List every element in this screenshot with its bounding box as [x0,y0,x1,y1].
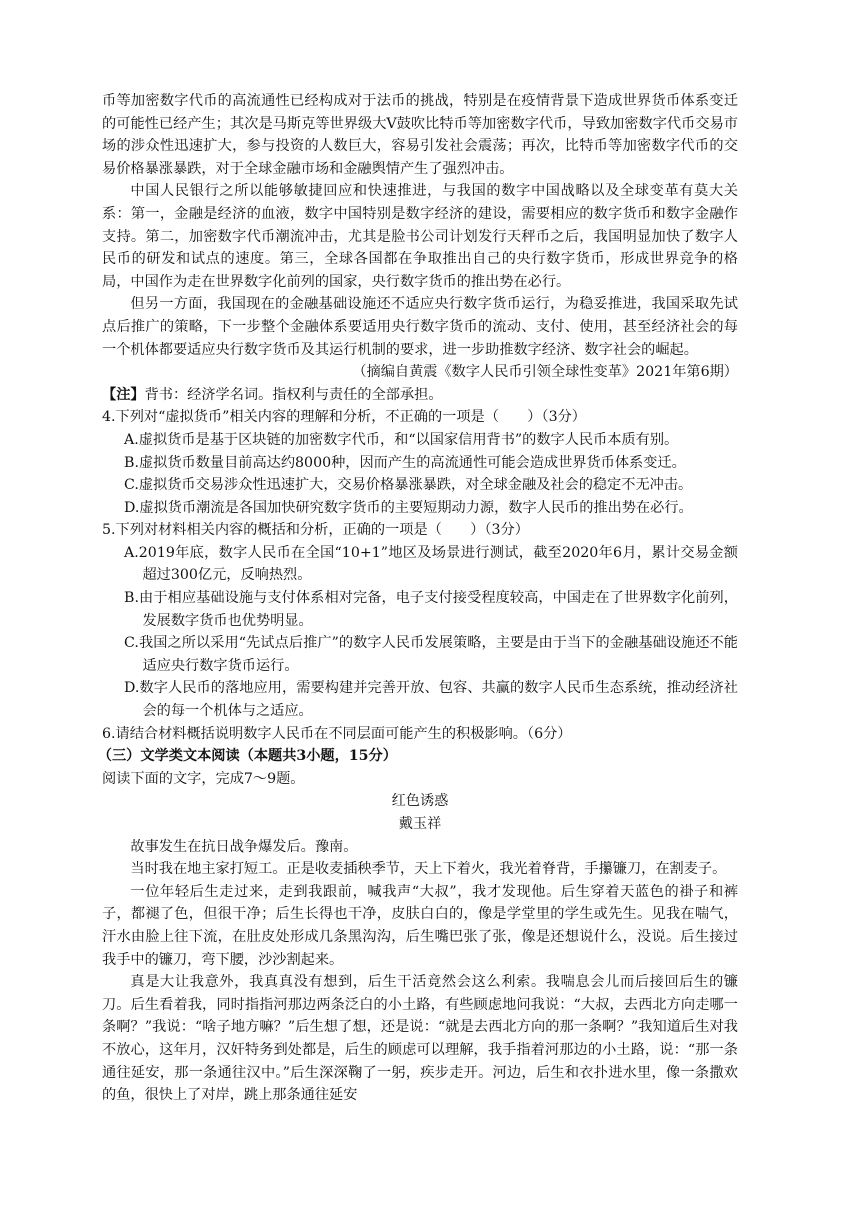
passage-paragraph-3: 但另一方面，我国现在的金融基础设施还不适应央行数字货币运行，为稳妥推进，我国采取先试点后推广的策略，下一步整个金融体系要适用央行数字货币的流动、支付、使用，甚至经济社会的每一个机体都要适应央行数字货币及其运行机制的要求，进一步助推数字经济、数字社会的崛起。 [102,296,738,358]
section-3-instruction: 阅读下面的文字，完成7～9题。 [102,770,305,787]
story-title: 红色诱惑 [391,793,449,810]
question-4-option-a: A.虚拟货币是基于区块链的加密数字代币，和“以国家信用背书”的数字人民币本质有别。 [124,431,679,448]
question-5-option-a: A.2019年底，数字人民币在全国“10+1”地区及场景进行测试，截至2020年6月，累计交易金额超过300亿元，反响热烈。 [124,544,738,584]
question-4-option-c: C.虚拟货币交易涉众性迅速扩大，交易价格暴涨暴跌，对全球金融及社会的稳定不无冲击。 [124,477,693,494]
passage-note [102,384,738,407]
question-4-option-b: B.虚拟货币数量目前高达约8000种，因而产生的高流通性可能会造成世界货币体系变迁。 [124,454,686,471]
question-4-stem: 4.下列对“虚拟货币”相关内容的理解和分析，不正确的一项是（ ）（3分） [102,409,586,426]
passage-paragraph-2: 中国人民银行之所以能够敏捷回应和快速推进，与我国的数字中国战略以及全球变革有莫大关系：第一，金融是经济的血液，数字中国特别是数字经济的建设，需要相应的数字货币和数字金融作支持。第二，加密数字代币潮流冲击，尤其是脸书公司计划发行天秤币之后，我国明显加快了数字人民币的研发和试点的速度。第三，全球各国都在争取推出自己的央行数字货币，形成世界竞争的格局，中国作为走在世界数字化前列的国家，央行数字货币的推出势在必行。 [102,183,738,290]
note-label: 【注】 [102,386,145,403]
question-4-option-d: D.虚拟货币潮流是各国加快研究数字货币的主要短期动力源，数字人民币的推出势在必行。 [124,499,693,516]
question-5-stem: 5.下列对材料相关内容的概括和分析，正确的一项是（ ）（3分） [102,522,529,539]
story-paragraph-3: 一位年轻后生走过来，走到我跟前，喊我声“大叔”，我才发现他。后生穿着天蓝色的褂子和裤子，都褪了色，但很干净；后生长得也干净，皮肤白白的，像是学堂里的学生或先生。见我在喘气，汗水由脸上往下流，在肚皮处形成几条黑沟沟，后生嘴巴张了张，像是还想说什么，没说。后生接过我手中的镰刀，弯下腰，沙沙割起来。 [102,883,738,968]
question-6-stem: 6.请结合材料概括说明数字人民币在不同层面可能产生的积极影响。（6分） [102,725,572,742]
story-paragraph-2: 当时我在地主家打短工。正是收麦插秧季节，天上下着火，我光着脊背，手攥镰刀，在割麦子。 [130,861,727,878]
question-5-option-b: B.由于相应基础设施与支付体系相对完备，电子支付接受程度较高，中国走在了世界数字化前列，发展数字货币也优势明显。 [124,590,738,629]
passage-paragraph-continued: 币等加密数字代币的高流通性已经构成对于法币的挑战，特别是在疫情背景下造成世界货币体系变迁的可能性已经产生；其次是马斯克等世界级大V鼓吹比特币等加密数字代币，导致加密数字代币交易市场的涉众性迅速扩大，参与投资的人数巨大，容易引发社会震荡；再次，比特币等加密数字代币的交易价格暴涨暴跌，对于全球金融市场和金融舆情产生了强烈冲击。 [102,93,738,177]
passage-source: （摘编自黄震《数字人民币引领全球性变革》2021年第6期） [352,364,738,381]
question-5-option-c: C.我国之所以采用“先试点后推广”的数字人民币发展策略，主要是由于当下的金融基础设施还不能适应央行数字货币运行。 [124,635,738,674]
section-3-heading: （三）文学类文本阅读（本题共3小题，15分） [97,748,397,765]
document-page [97,90,738,1107]
story-paragraph-1: 故事发生在抗日战争爆发后。豫南。 [130,838,358,855]
story-author: 戴玉祥 [398,816,442,832]
question-5-option-d: D.数字人民币的落地应用，需要构建并完善开放、包容、共赢的数字人民币生态系统，推动经济社会的每一个机体与之适应。 [124,680,738,720]
note-text: 背书：经济学名词。指权利与责任的全部承担。 [144,386,443,403]
story-paragraph-4: 真是大让我意外，我真真没有想到，后生干活竟然会这么利索。我喘息会儿而后接回后生的镰刀。后生看着我，同时指指河那边两条泛白的小土路，有些顾虑地问我说：“大叔，去西北方向走哪一条啊？”我说：“啥子地方嘛？”后生想了想，还是说：“就是去西北方向的那一条啊？”我知道后生对我不放心，这年月，汉奸特务到处都是，后生的顾虑可以理解，我手指着河那边的小土路，说：“那一条通往延安，那一条通往汉中。”后生深深鞠了一躬，疾步走开。河边，后生和衣扑进水里，像一条撒欢的鱼，很快上了对岸，跳上那条通往延安 [102,974,738,1104]
